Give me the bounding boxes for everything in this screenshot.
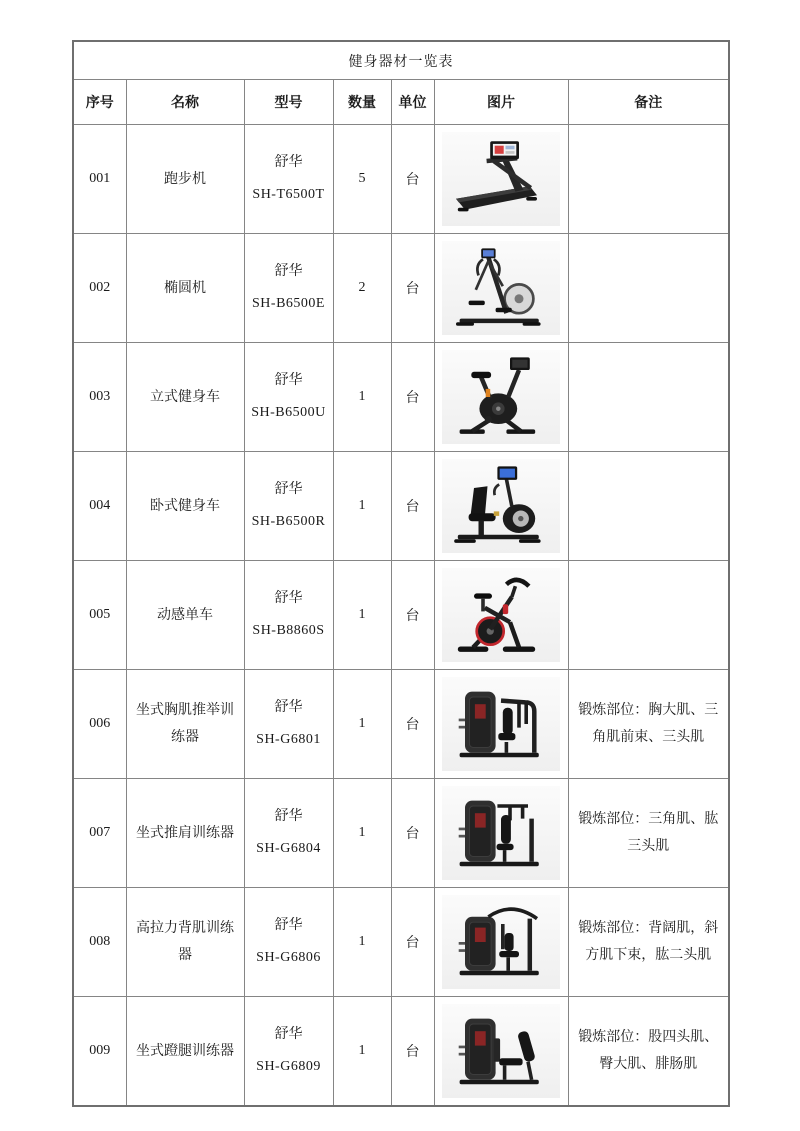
- row-number-cell: 005: [73, 561, 126, 670]
- table-row: [73, 561, 729, 670]
- name-cell: 坐式推肩训练器: [126, 779, 244, 888]
- quantity-cell: 1: [333, 343, 391, 452]
- name-cell: 高拉力背肌训练器: [126, 888, 244, 997]
- image-cell: [434, 343, 568, 452]
- shoulder-press-machine-image: [442, 786, 560, 880]
- remark-cell: 锻炼部位：股四头肌、臀大肌、腓肠肌: [568, 997, 729, 1107]
- table-row: [73, 452, 729, 561]
- brand-text: 舒华: [274, 155, 303, 170]
- table-row: [73, 125, 729, 234]
- remark-cell: [568, 561, 729, 670]
- unit-cell: 台: [391, 452, 434, 561]
- row-number-cell: 004: [73, 452, 126, 561]
- lat-pulldown-machine-image: [442, 895, 560, 989]
- model-text: SH-G6801: [256, 732, 321, 747]
- quantity-cell: 1: [333, 888, 391, 997]
- brand-text: 舒华: [274, 373, 303, 388]
- col-header-image: 图片: [434, 80, 568, 125]
- unit-cell: 台: [391, 125, 434, 234]
- elliptical-image: [442, 241, 560, 335]
- spin-bike-image: [442, 568, 560, 662]
- quantity-cell: 1: [333, 561, 391, 670]
- col-header-no: 序号: [73, 80, 126, 125]
- remark-cell: [568, 452, 729, 561]
- row-number-cell: 008: [73, 888, 126, 997]
- model-text: SH-G6804: [256, 841, 321, 856]
- row-number-cell: 001: [73, 125, 126, 234]
- col-header-qty: 数量: [333, 80, 391, 125]
- image-cell: [434, 779, 568, 888]
- model-cell: [244, 125, 333, 234]
- quantity-cell: 2: [333, 234, 391, 343]
- model-text: SH-B8860S: [252, 623, 325, 638]
- title-row: [73, 41, 729, 80]
- image-cell: [434, 452, 568, 561]
- image-cell: [434, 997, 568, 1107]
- row-number-cell: 002: [73, 234, 126, 343]
- name-cell: 坐式胸肌推举训练器: [126, 670, 244, 779]
- leg-press-machine-image: [442, 1004, 560, 1098]
- upright-bike-image: [442, 350, 560, 444]
- brand-text: 舒华: [274, 591, 303, 606]
- model-cell: [244, 234, 333, 343]
- brand-text: 舒华: [274, 918, 303, 933]
- table-row: [73, 997, 729, 1107]
- model-cell: [244, 561, 333, 670]
- brand-text: 舒华: [274, 264, 303, 279]
- name-cell: 跑步机: [126, 125, 244, 234]
- table-row: [73, 343, 729, 452]
- name-cell: 动感单车: [126, 561, 244, 670]
- name-cell: 坐式蹬腿训练器: [126, 997, 244, 1107]
- model-cell: [244, 343, 333, 452]
- row-number-cell: 007: [73, 779, 126, 888]
- image-cell: [434, 561, 568, 670]
- model-text: SH-G6809: [256, 1059, 321, 1074]
- model-cell: [244, 779, 333, 888]
- name-cell: 立式健身车: [126, 343, 244, 452]
- quantity-cell: 1: [333, 997, 391, 1107]
- name-cell: 卧式健身车: [126, 452, 244, 561]
- remark-cell: 锻炼部位：背阔肌，斜方肌下束，肱二头肌: [568, 888, 729, 997]
- quantity-cell: 1: [333, 452, 391, 561]
- image-cell: [434, 888, 568, 997]
- col-header-model: 型号: [244, 80, 333, 125]
- model-cell: [244, 670, 333, 779]
- treadmill-image: [442, 132, 560, 226]
- quantity-cell: 1: [333, 670, 391, 779]
- recumbent-bike-image: [442, 459, 560, 553]
- unit-cell: 台: [391, 234, 434, 343]
- quantity-cell: 5: [333, 125, 391, 234]
- unit-cell: 台: [391, 561, 434, 670]
- remark-cell: [568, 234, 729, 343]
- image-cell: [434, 234, 568, 343]
- brand-text: 舒华: [274, 700, 303, 715]
- model-text: SH-T6500T: [252, 187, 325, 202]
- model-text: SH-B6500R: [251, 514, 326, 529]
- brand-text: 舒华: [274, 809, 303, 824]
- model-cell: [244, 997, 333, 1107]
- table-row: [73, 670, 729, 779]
- table-row: [73, 779, 729, 888]
- model-cell: [244, 452, 333, 561]
- header-row: [73, 80, 729, 125]
- quantity-cell: 1: [333, 779, 391, 888]
- remark-cell: 锻炼部位：三角肌、肱三头肌: [568, 779, 729, 888]
- unit-cell: 台: [391, 343, 434, 452]
- model-text: SH-B6500E: [252, 296, 325, 311]
- remark-cell: [568, 125, 729, 234]
- brand-text: 舒华: [274, 482, 303, 497]
- table-row: [73, 234, 729, 343]
- equipment-table: [72, 40, 730, 1107]
- row-number-cell: 006: [73, 670, 126, 779]
- image-cell: [434, 670, 568, 779]
- col-header-name: 名称: [126, 80, 244, 125]
- unit-cell: 台: [391, 888, 434, 997]
- row-number-cell: 009: [73, 997, 126, 1107]
- model-text: SH-G6806: [256, 950, 321, 965]
- row-number-cell: 003: [73, 343, 126, 452]
- chest-press-machine-image: [442, 677, 560, 771]
- model-text: SH-B6500U: [251, 405, 326, 420]
- remark-cell: [568, 343, 729, 452]
- col-header-remark: 备注: [568, 80, 729, 125]
- brand-text: 舒华: [274, 1027, 303, 1042]
- col-header-unit: 单位: [391, 80, 434, 125]
- model-cell: [244, 888, 333, 997]
- table-title: 健身器材一览表: [73, 41, 729, 80]
- name-cell: 椭圆机: [126, 234, 244, 343]
- table-row: [73, 888, 729, 997]
- unit-cell: 台: [391, 670, 434, 779]
- unit-cell: 台: [391, 997, 434, 1107]
- image-cell: [434, 125, 568, 234]
- remark-cell: 锻炼部位：胸大肌、三角肌前束、三头肌: [568, 670, 729, 779]
- unit-cell: 台: [391, 779, 434, 888]
